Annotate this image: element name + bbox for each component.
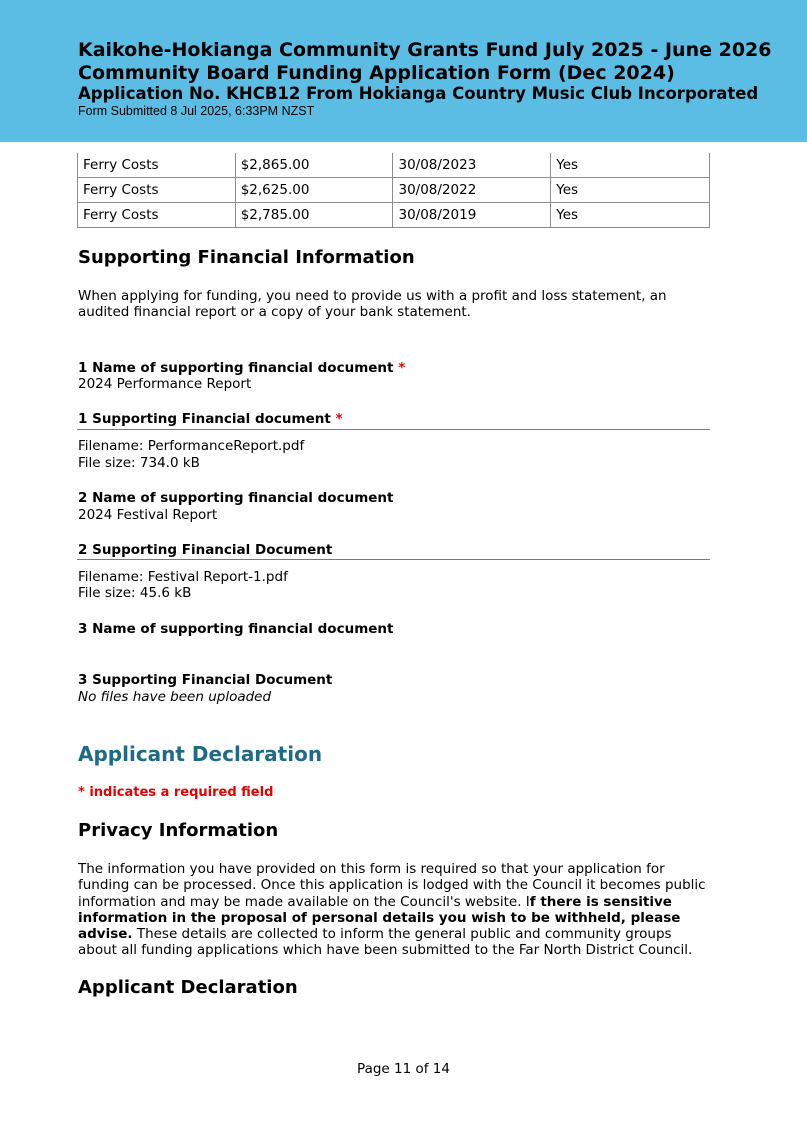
privacy-emphasis: advise. (78, 926, 133, 943)
doc2-filename: Filename: Festival Report-1.pdf (78, 569, 288, 585)
doc1-name-label (78, 360, 405, 376)
table-cell: Ferry Costs (78, 178, 236, 203)
table-cell: 30/08/2019 (393, 203, 551, 228)
privacy-line: The information you have provided on this form is required so that your application for (78, 861, 665, 877)
table-row (78, 178, 710, 203)
doc3-empty-note: No files have been uploaded (78, 689, 272, 705)
doc3-name-label: 3 Name of supporting financial document (78, 621, 394, 637)
privacy-heading: Privacy Information (78, 820, 279, 841)
privacy-emphasis: f there is sensitive (529, 893, 672, 910)
privacy-line: information in the proposal of personal details you wish to be withheld, please (78, 909, 681, 926)
form-title-line1: Kaikohe-Hokianga Community Grants Fund July 2025 - June 2026 (78, 39, 772, 61)
supporting-intro-line1: When applying for funding, you need to provide us with a profit and loss statement, an (78, 288, 667, 304)
privacy-text: information and may be made available on the Council's website. I (78, 893, 530, 910)
doc2-name-value: 2024 Festival Report (78, 507, 218, 523)
supporting-intro-line2: audited financial report or a copy of your bank statement. (78, 304, 471, 320)
doc1-name-value: 2024 Performance Report (78, 376, 252, 392)
table-cell: Yes (551, 203, 710, 228)
table-row (78, 203, 710, 228)
privacy-line: about all funding applications which have been submitted to the Far North District Council. (78, 942, 693, 959)
table-row (78, 153, 710, 178)
doc1-filename: Filename: PerformanceReport.pdf (78, 438, 305, 454)
required-marker: * (398, 360, 406, 376)
doc1-file-label (78, 411, 343, 427)
doc1-file-label-text: 1 Supporting Financial document (78, 411, 331, 427)
privacy-line (78, 926, 718, 942)
table-cell: 30/08/2022 (393, 178, 551, 203)
required-field-note: * indicates a required field (78, 785, 274, 800)
divider (77, 559, 710, 560)
table-cell: $2,785.00 (235, 203, 393, 228)
doc2-file-label: 2 Supporting Financial Document (78, 542, 333, 558)
form-header (0, 0, 807, 142)
doc1-name-label-text: 1 Name of supporting financial document (78, 360, 394, 376)
privacy-line: funding can be processed. Once this application is lodged with the Council it becomes public (78, 877, 706, 894)
form-title-line2: Community Board Funding Application Form (Dec 2024) (78, 62, 675, 84)
privacy-text: These details are collected to inform the general public and community groups (132, 926, 672, 943)
doc2-name-label: 2 Name of supporting financial document (78, 490, 394, 506)
applicant-declaration-section-heading: Applicant Declaration (78, 742, 323, 766)
table-cell: Yes (551, 178, 710, 203)
table-cell: Yes (551, 153, 710, 178)
applicant-declaration-heading: Applicant Declaration (78, 977, 298, 998)
previous-funding-table (77, 153, 710, 228)
doc1-filesize: File size: 734.0 kB (78, 455, 200, 471)
page-number: Page 11 of 14 (357, 1061, 450, 1077)
doc2-filesize: File size: 45.6 kB (78, 585, 192, 601)
doc3-file-label: 3 Supporting Financial Document (78, 672, 333, 688)
application-number: Application No. KHCB12 From Hokianga Country Music Club Incorporated (78, 84, 759, 103)
table-cell: $2,625.00 (235, 178, 393, 203)
table-cell: Ferry Costs (78, 203, 236, 228)
required-marker: * (335, 411, 343, 427)
privacy-paragraph (78, 861, 718, 959)
table-cell: Ferry Costs (78, 153, 236, 178)
table-cell: 30/08/2023 (393, 153, 551, 178)
supporting-financial-heading: Supporting Financial Information (78, 247, 415, 268)
divider (77, 429, 710, 430)
privacy-line (78, 894, 718, 910)
table-cell: $2,865.00 (235, 153, 393, 178)
submission-timestamp: Form Submitted 8 Jul 2025, 6:33PM NZST (78, 104, 315, 118)
